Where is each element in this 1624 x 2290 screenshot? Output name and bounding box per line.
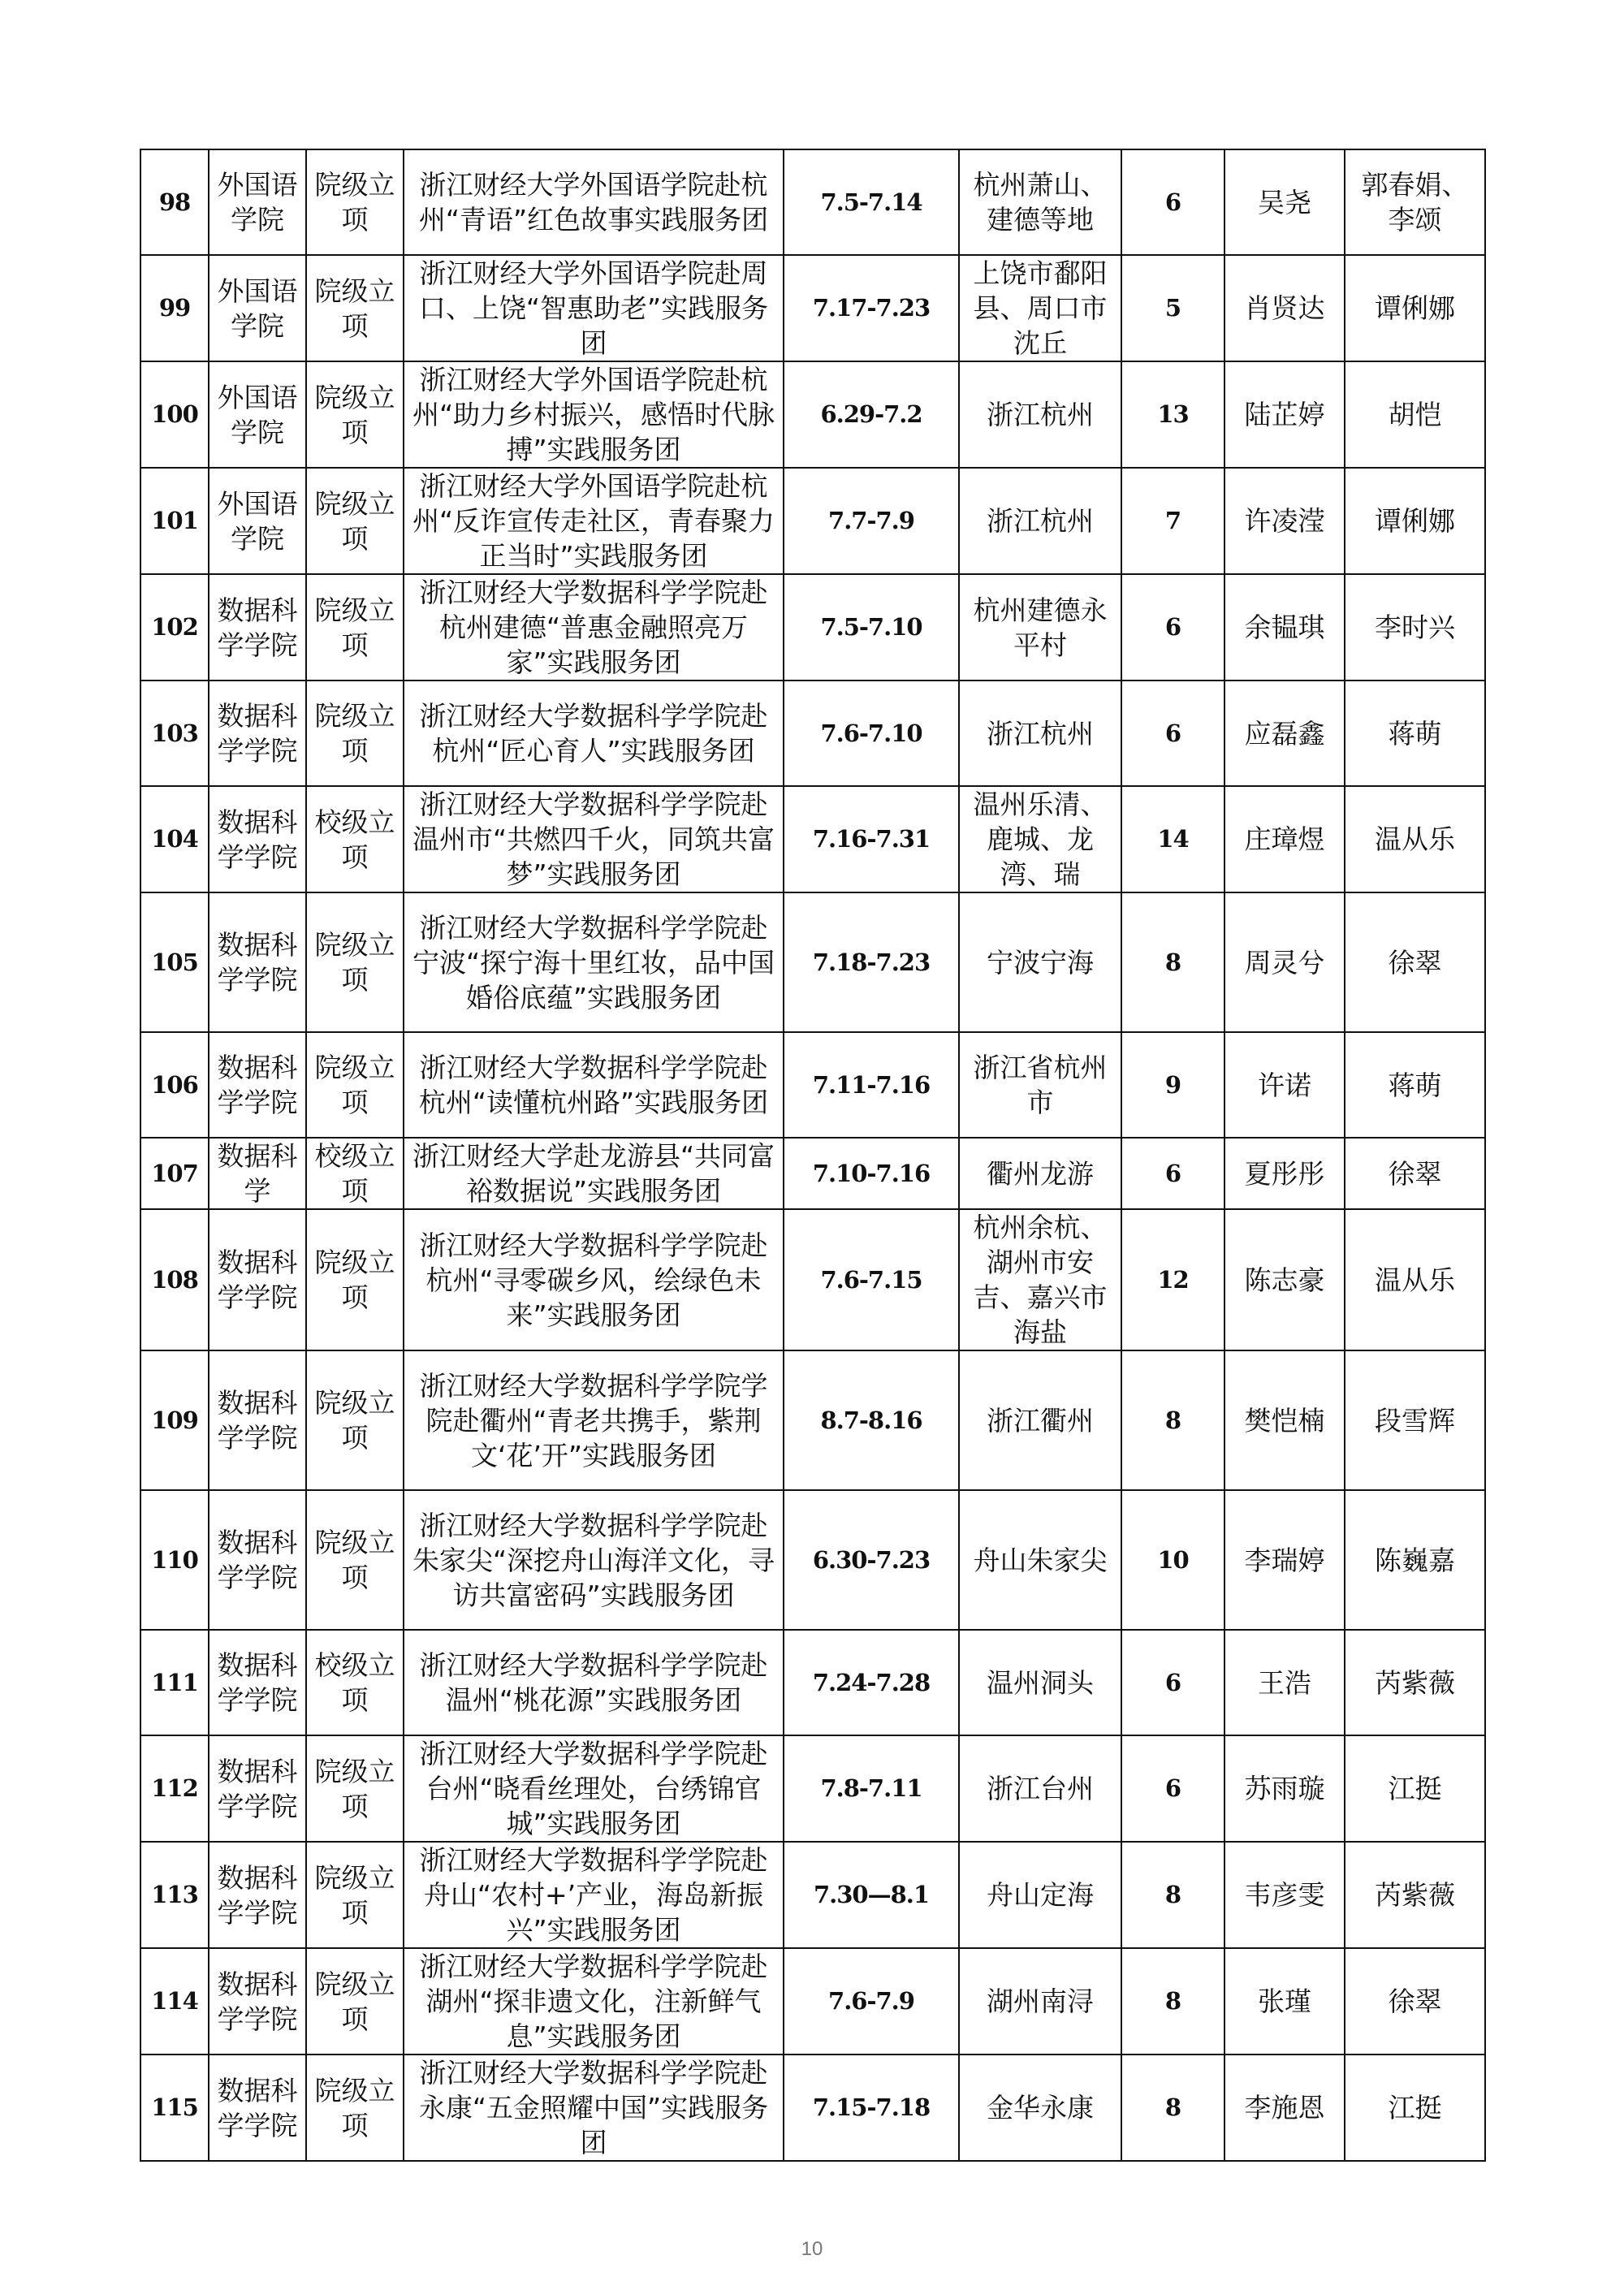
leader-cell: 苏雨璇	[1224, 1735, 1345, 1842]
member-count-cell: 6	[1121, 149, 1224, 255]
leader-cell: 陈志豪	[1224, 1209, 1345, 1350]
advisor-cell: 江挺	[1345, 1735, 1485, 1842]
leader-cell: 王浩	[1224, 1630, 1345, 1735]
project-name-cell: 浙江财经大学数据科学学院赴湖州“探非遗文化，注新鲜气息”实践服务团	[404, 1948, 784, 2055]
table-row	[140, 892, 1485, 1032]
level-cell: 院级立项	[306, 361, 404, 468]
project-name-cell: 浙江财经大学数据科学学院赴永康“五金照耀中国”实践服务团	[404, 2055, 784, 2161]
table-row	[140, 1350, 1485, 1490]
row-number: 111	[140, 1630, 209, 1735]
location-cell: 杭州萧山、建德等地	[959, 149, 1121, 255]
college-cell: 数据科学学院	[209, 1948, 306, 2055]
row-number: 112	[140, 1735, 209, 1842]
row-number: 98	[140, 149, 209, 255]
projects-table	[140, 149, 1486, 2162]
college-cell: 数据科学学院	[209, 1490, 306, 1630]
level-cell: 校级立项	[306, 1138, 404, 1209]
row-number: 115	[140, 2055, 209, 2161]
table-row	[140, 255, 1485, 361]
member-count-cell: 6	[1121, 1630, 1224, 1735]
row-number: 108	[140, 1209, 209, 1350]
college-cell: 外国语学院	[209, 468, 306, 574]
level-cell: 院级立项	[306, 574, 404, 681]
location-cell: 杭州建德永平村	[959, 574, 1121, 681]
project-name-cell: 浙江财经大学外国语学院赴周口、上饶“智惠助老”实践服务团	[404, 255, 784, 361]
member-count-cell: 7	[1121, 468, 1224, 574]
location-cell: 上饶市鄱阳县、周口市沈丘	[959, 255, 1121, 361]
college-cell: 数据科学学院	[209, 681, 306, 786]
level-cell: 院级立项	[306, 1032, 404, 1138]
location-cell: 湖州南浔	[959, 1948, 1121, 2055]
table-row	[140, 1490, 1485, 1630]
advisor-cell: 徐翠	[1345, 892, 1485, 1032]
advisor-cell: 蒋萌	[1345, 1032, 1485, 1138]
college-cell: 数据科学学院	[209, 2055, 306, 2161]
date-cell: 7.7-7.9	[784, 468, 959, 574]
location-cell: 衢州龙游	[959, 1138, 1121, 1209]
date-cell: 7.6-7.15	[784, 1209, 959, 1350]
row-number: 113	[140, 1842, 209, 1948]
project-name-cell: 浙江财经大学数据科学学院赴温州市“共燃四千火，同筑共富梦”实践服务团	[404, 786, 784, 892]
table-row	[140, 1842, 1485, 1948]
member-count-cell: 6	[1121, 574, 1224, 681]
leader-cell: 李施恩	[1224, 2055, 1345, 2161]
leader-cell: 张瑾	[1224, 1948, 1345, 2055]
row-number: 100	[140, 361, 209, 468]
level-cell: 院级立项	[306, 681, 404, 786]
table-row	[140, 1948, 1485, 2055]
location-cell: 温州洞头	[959, 1630, 1121, 1735]
location-cell: 浙江杭州	[959, 468, 1121, 574]
level-cell: 院级立项	[306, 892, 404, 1032]
member-count-cell: 6	[1121, 1735, 1224, 1842]
row-number: 105	[140, 892, 209, 1032]
date-cell: 7.15-7.18	[784, 2055, 959, 2161]
date-cell: 7.16-7.31	[784, 786, 959, 892]
project-name-cell: 浙江财经大学赴龙游县“共同富裕数据说”实践服务团	[404, 1138, 784, 1209]
location-cell: 浙江杭州	[959, 361, 1121, 468]
college-cell: 数据科学学院	[209, 1032, 306, 1138]
leader-cell: 应磊鑫	[1224, 681, 1345, 786]
advisor-cell: 徐翠	[1345, 1948, 1485, 2055]
member-count-cell: 13	[1121, 361, 1224, 468]
advisor-cell: 徐翠	[1345, 1138, 1485, 1209]
table-row	[140, 1138, 1485, 1209]
table-row	[140, 1630, 1485, 1735]
advisor-cell: 谭俐娜	[1345, 468, 1485, 574]
date-cell: 7.5-7.14	[784, 149, 959, 255]
leader-cell: 庄璋煜	[1224, 786, 1345, 892]
leader-cell: 肖贤达	[1224, 255, 1345, 361]
advisor-cell: 谭俐娜	[1345, 255, 1485, 361]
level-cell: 院级立项	[306, 1842, 404, 1948]
table-row	[140, 681, 1485, 786]
leader-cell: 陆芷婷	[1224, 361, 1345, 468]
date-cell: 7.5-7.10	[784, 574, 959, 681]
level-cell: 校级立项	[306, 786, 404, 892]
table-row	[140, 468, 1485, 574]
location-cell: 宁波宁海	[959, 892, 1121, 1032]
date-cell: 7.8-7.11	[784, 1735, 959, 1842]
college-cell: 数据科学学院	[209, 1350, 306, 1490]
row-number: 104	[140, 786, 209, 892]
project-name-cell: 浙江财经大学数据科学学院学院赴衢州“青老共携手，紫荆文‘花’开”实践服务团	[404, 1350, 784, 1490]
row-number: 102	[140, 574, 209, 681]
member-count-cell: 14	[1121, 786, 1224, 892]
project-name-cell: 浙江财经大学数据科学学院赴舟山“农村+’产业，海岛新振兴”实践服务团	[404, 1842, 784, 1948]
advisor-cell: 胡恺	[1345, 361, 1485, 468]
member-count-cell: 8	[1121, 1842, 1224, 1948]
member-count-cell: 10	[1121, 1490, 1224, 1630]
advisor-cell: 温从乐	[1345, 1209, 1485, 1350]
table-row	[140, 149, 1485, 255]
member-count-cell: 8	[1121, 1350, 1224, 1490]
table-row	[140, 1735, 1485, 1842]
date-cell: 7.6-7.9	[784, 1948, 959, 2055]
row-number: 103	[140, 681, 209, 786]
date-cell: 7.18-7.23	[784, 892, 959, 1032]
level-cell: 院级立项	[306, 2055, 404, 2161]
advisor-cell: 李时兴	[1345, 574, 1485, 681]
project-name-cell: 浙江财经大学数据科学学院赴杭州“匠心育人”实践服务团	[404, 681, 784, 786]
project-name-cell: 浙江财经大学数据科学学院赴台州“晓看丝理处，台绣锦官城”实践服务团	[404, 1735, 784, 1842]
level-cell: 院级立项	[306, 1350, 404, 1490]
level-cell: 院级立项	[306, 468, 404, 574]
college-cell: 数据科学学院	[209, 1630, 306, 1735]
date-cell: 7.10-7.16	[784, 1138, 959, 1209]
project-name-cell: 浙江财经大学外国语学院赴杭州“反诈宣传走社区，青春聚力正当时”实践服务团	[404, 468, 784, 574]
college-cell: 数据科学学院	[209, 786, 306, 892]
member-count-cell: 6	[1121, 681, 1224, 786]
project-name-cell: 浙江财经大学数据科学学院赴温州“桃花源”实践服务团	[404, 1630, 784, 1735]
location-cell: 舟山定海	[959, 1842, 1121, 1948]
advisor-cell: 陈巍嘉	[1345, 1490, 1485, 1630]
date-cell: 7.24-7.28	[784, 1630, 959, 1735]
college-cell: 外国语学院	[209, 361, 306, 468]
date-cell: 6.30-7.23	[784, 1490, 959, 1630]
college-cell: 外国语学院	[209, 255, 306, 361]
member-count-cell: 8	[1121, 892, 1224, 1032]
college-cell: 外国语学院	[209, 149, 306, 255]
row-number: 106	[140, 1032, 209, 1138]
row-number: 110	[140, 1490, 209, 1630]
date-cell: 8.7-8.16	[784, 1350, 959, 1490]
college-cell: 数据科学学院	[209, 892, 306, 1032]
leader-cell: 吴尧	[1224, 149, 1345, 255]
row-number: 107	[140, 1138, 209, 1209]
leader-cell: 韦彦雯	[1224, 1842, 1345, 1948]
date-cell: 7.11-7.16	[784, 1032, 959, 1138]
date-cell: 7.17-7.23	[784, 255, 959, 361]
row-number: 101	[140, 468, 209, 574]
date-cell: 6.29-7.2	[784, 361, 959, 468]
row-number: 99	[140, 255, 209, 361]
member-count-cell: 6	[1121, 1138, 1224, 1209]
project-name-cell: 浙江财经大学数据科学学院赴杭州“读懂杭州路”实践服务团	[404, 1032, 784, 1138]
location-cell: 浙江杭州	[959, 681, 1121, 786]
location-cell: 金华永康	[959, 2055, 1121, 2161]
member-count-cell: 9	[1121, 1032, 1224, 1138]
project-name-cell: 浙江财经大学数据科学学院赴宁波“探宁海十里红妆，品中国婚俗底蕴”实践服务团	[404, 892, 784, 1032]
location-cell: 杭州余杭、湖州市安吉、嘉兴市海盐	[959, 1209, 1121, 1350]
leader-cell: 李瑞婷	[1224, 1490, 1345, 1630]
project-name-cell: 浙江财经大学数据科学学院赴朱家尖“深挖舟山海洋文化，寻访共富密码”实践服务团	[404, 1490, 784, 1630]
college-cell: 数据科学学院	[209, 574, 306, 681]
project-name-cell: 浙江财经大学外国语学院赴杭州“助力乡村振兴，感悟时代脉搏”实践服务团	[404, 361, 784, 468]
location-cell: 浙江省杭州市	[959, 1032, 1121, 1138]
college-cell: 数据科学学院	[209, 1209, 306, 1350]
leader-cell: 余韫琪	[1224, 574, 1345, 681]
level-cell: 院级立项	[306, 1735, 404, 1842]
date-cell: 7.6-7.10	[784, 681, 959, 786]
project-name-cell: 浙江财经大学数据科学学院赴杭州建德“普惠金融照亮万家”实践服务团	[404, 574, 784, 681]
row-number: 114	[140, 1948, 209, 2055]
leader-cell: 樊恺楠	[1224, 1350, 1345, 1490]
date-cell: 7.30—8.1	[784, 1842, 959, 1948]
table-row	[140, 361, 1485, 468]
location-cell: 温州乐清、鹿城、龙湾、瑞	[959, 786, 1121, 892]
table-row	[140, 786, 1485, 892]
college-cell: 数据科学	[209, 1138, 306, 1209]
college-cell: 数据科学学院	[209, 1842, 306, 1948]
location-cell: 舟山朱家尖	[959, 1490, 1121, 1630]
table-row	[140, 574, 1485, 681]
row-number: 109	[140, 1350, 209, 1490]
member-count-cell: 8	[1121, 2055, 1224, 2161]
member-count-cell: 12	[1121, 1209, 1224, 1350]
page-number: 10	[801, 2238, 823, 2260]
member-count-cell: 5	[1121, 255, 1224, 361]
advisor-cell: 段雪辉	[1345, 1350, 1485, 1490]
table-row	[140, 1032, 1485, 1138]
level-cell: 院级立项	[306, 1948, 404, 2055]
table-row	[140, 2055, 1485, 2161]
table-row	[140, 1209, 1485, 1350]
location-cell: 浙江台州	[959, 1735, 1121, 1842]
level-cell: 院级立项	[306, 1209, 404, 1350]
leader-cell: 许诺	[1224, 1032, 1345, 1138]
project-name-cell: 浙江财经大学外国语学院赴杭州“青语”红色故事实践服务团	[404, 149, 784, 255]
level-cell: 院级立项	[306, 1490, 404, 1630]
leader-cell: 周灵兮	[1224, 892, 1345, 1032]
college-cell: 数据科学学院	[209, 1735, 306, 1842]
advisor-cell: 芮紫薇	[1345, 1842, 1485, 1948]
level-cell: 院级立项	[306, 255, 404, 361]
advisor-cell: 芮紫薇	[1345, 1630, 1485, 1735]
project-name-cell: 浙江财经大学数据科学学院赴杭州“寻零碳乡风，绘绿色未来”实践服务团	[404, 1209, 784, 1350]
advisor-cell: 蒋萌	[1345, 681, 1485, 786]
advisor-cell: 江挺	[1345, 2055, 1485, 2161]
leader-cell: 夏彤彤	[1224, 1138, 1345, 1209]
location-cell: 浙江衢州	[959, 1350, 1121, 1490]
advisor-cell: 温从乐	[1345, 786, 1485, 892]
level-cell: 院级立项	[306, 149, 404, 255]
leader-cell: 许凌滢	[1224, 468, 1345, 574]
level-cell: 校级立项	[306, 1630, 404, 1735]
advisor-cell: 郭春娟、李颂	[1345, 149, 1485, 255]
member-count-cell: 8	[1121, 1948, 1224, 2055]
table-body	[140, 149, 1485, 2161]
